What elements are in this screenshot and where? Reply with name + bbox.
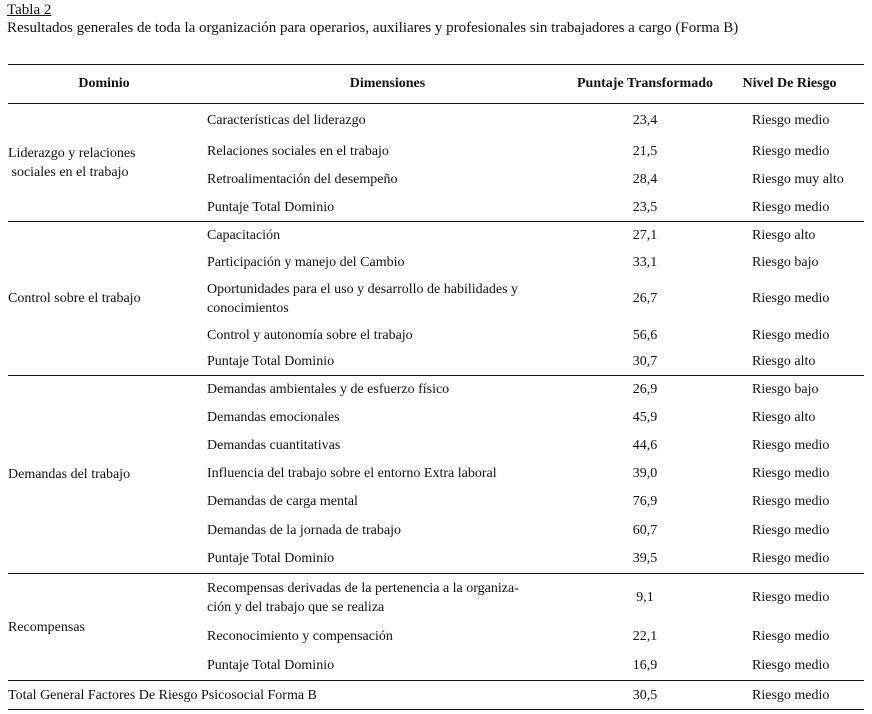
nivel-cell: Riesgo medio: [752, 143, 830, 159]
puntaje-cell: 21,5: [632, 143, 658, 159]
nivel-cell: Riesgo medio: [715, 574, 864, 622]
dimension-cell: Participación y manejo del Cambio: [207, 254, 405, 270]
dominio-cell: Liderazgo y relaciones sociales en el trabajo: [8, 145, 136, 180]
nivel-cell: Riesgo medio: [752, 112, 830, 128]
table-row: [8, 376, 864, 404]
puntaje-cell: 28,4: [632, 172, 658, 187]
dimension-cell: Demandas cuantitativas: [207, 438, 341, 453]
dimension-cell: Puntaje Total Dominio: [207, 199, 335, 215]
nivel-cell: Riesgo bajo: [752, 254, 819, 270]
puntaje-cell: 33,1: [632, 254, 658, 270]
header-dominio: Dominio: [8, 65, 200, 104]
dimension-cell: Reconocimiento y compensación: [207, 628, 393, 644]
puntaje-cell: 9,1: [575, 574, 715, 622]
puntaje-cell: 44,6: [632, 438, 658, 453]
puntaje-cell: 23,5: [632, 199, 658, 215]
puntaje-cell: 30,7: [632, 354, 658, 370]
dimension-cell: Capacitación: [200, 222, 575, 249]
nivel-cell: Riesgo medio: [752, 291, 830, 306]
nivel-cell: Riesgo alto: [752, 410, 816, 425]
nivel-cell: Riesgo medio: [752, 438, 830, 453]
table-caption: Resultados generales de toda la organización para operarios, auxiliares y profesionales sin trabajadores a cargo (Forma B): [7, 20, 739, 36]
dimension-cell: Relaciones sociales en el trabajo: [207, 143, 389, 159]
header-dimensiones: Dimensiones: [200, 65, 575, 104]
total-puntaje: 30,5: [575, 681, 715, 710]
table-row: [8, 222, 864, 249]
puntaje-cell: 16,9: [632, 657, 658, 673]
dominio-cell: Control sobre el trabajo: [8, 222, 200, 376]
total-nivel: Riesgo medio: [715, 681, 864, 710]
nivel-cell: Riesgo medio: [752, 494, 830, 509]
header-nivel: Nivel De Riesgo: [715, 65, 864, 104]
dimension-cell: Recompensas derivadas de la pertenencia a la organiza- ción y del trabajo que se realiza: [200, 574, 575, 622]
dimension-cell: Demandas emocionales: [207, 410, 340, 425]
total-label: Total General Factores De Riesgo Psicosocial Forma B: [8, 681, 575, 710]
puntaje-cell: 56,6: [632, 327, 658, 343]
nivel-cell: Riesgo bajo: [715, 376, 864, 404]
table-row: [8, 104, 864, 137]
table-number: Tabla 2: [7, 2, 52, 18]
nivel-cell: Riesgo alto: [752, 354, 816, 370]
puntaje-cell: 39,5: [632, 551, 658, 567]
table-row: [8, 574, 864, 622]
dimension-cell: Demandas ambientales y de esfuerzo físico: [200, 376, 575, 404]
total-row: [8, 681, 864, 710]
puntaje-cell: 26,7: [632, 291, 658, 306]
nivel-cell: Riesgo medio: [752, 466, 830, 481]
puntaje-cell: 45,9: [632, 410, 658, 425]
nivel-cell: Riesgo medio: [752, 628, 830, 644]
dimension-cell: Puntaje Total Dominio: [207, 354, 335, 370]
puntaje-cell: 27,1: [575, 222, 715, 249]
puntaje-cell: 22,1: [632, 628, 658, 644]
dimension-cell: Demandas de la jornada de trabajo: [207, 522, 401, 538]
results-table: [8, 64, 864, 710]
header-row: [8, 65, 864, 104]
dimension-cell: Control y autonomía sobre el trabajo: [207, 327, 413, 343]
dimension-cell: Influencia del trabajo sobre el entorno Extra laboral: [207, 466, 497, 481]
nivel-cell: Riesgo medio: [752, 327, 830, 343]
nivel-cell: Riesgo alto: [715, 222, 864, 249]
dimension-cell: Características del liderazgo: [207, 112, 366, 128]
nivel-cell: Riesgo muy alto: [752, 172, 844, 187]
dimension-cell: Puntaje Total Dominio: [207, 551, 335, 567]
puntaje-cell: 26,9: [575, 376, 715, 404]
dimension-cell: Retroalimentación del desempeño: [207, 172, 398, 187]
nivel-cell: Riesgo medio: [752, 551, 830, 567]
dominio-cell: Demandas del trabajo: [8, 376, 200, 574]
puntaje-cell: 60,7: [632, 522, 658, 538]
nivel-cell: Riesgo medio: [752, 657, 830, 673]
dimension-cell: Demandas de carga mental: [207, 494, 358, 509]
dominio-cell: Recompensas: [8, 574, 200, 681]
header-puntaje: Puntaje Transformado: [575, 65, 715, 104]
dimension-cell: Puntaje Total Dominio: [207, 657, 335, 673]
puntaje-cell: 76,9: [632, 494, 658, 509]
puntaje-cell: 23,4: [632, 112, 658, 128]
nivel-cell: Riesgo medio: [752, 522, 830, 538]
nivel-cell: Riesgo medio: [752, 199, 830, 215]
puntaje-cell: 39,0: [632, 466, 658, 481]
dimension-cell: Oportunidades para el uso y desarrollo de habilidades y conocimientos: [207, 281, 519, 316]
